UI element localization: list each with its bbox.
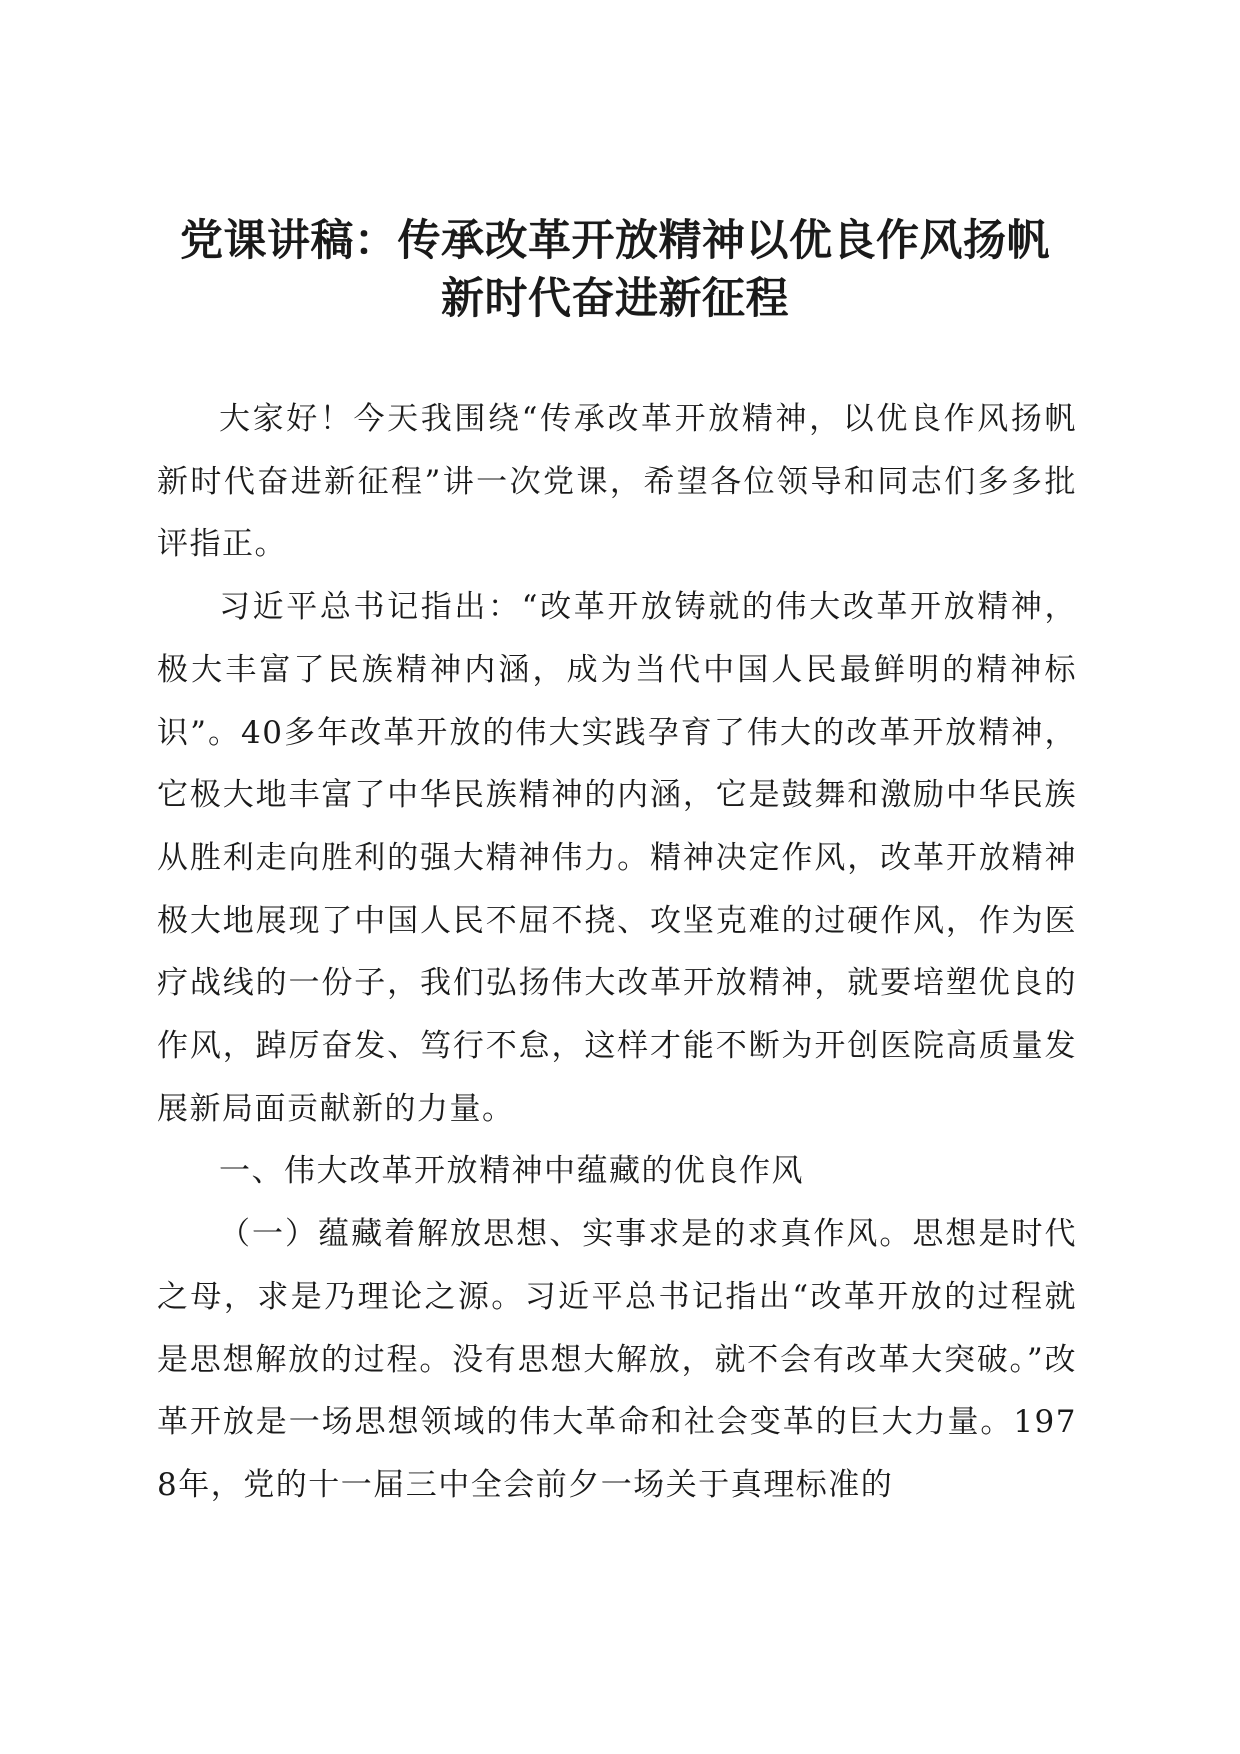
paragraph-quote: 习近平总书记指出：“改革开放铸就的伟大改革开放精神，极大丰富了民族精神内涵，成为当代中国人民最鲜明的精神标识”。40多年改革开放的伟大实践孕育了伟大的改革开放精神，它极大地丰富了中华民族精神的内涵，它是鼓舞和激励中华民族从胜利走向胜利的强大精神伟力。精神决定作风，改革开放精神极大地展现了中国人民不屈不挠、攻坚克难的过硬作风，作为医疗战线的一份子，我们弘扬伟大改革开放精神，就要培塑优良的作风，踔厉奋发、笃行不怠，这样才能不断为开创医院高质量发展新局面贡献新的力量。 xyxy=(157,589,1077,1127)
document-title xyxy=(150,212,1080,328)
paragraph-greeting: 大家好！今天我围绕“传承改革开放精神，以优良作风扬帆新时代奋进新征程”讲一次党课，希望各位领导和同志们多多批评指正。 xyxy=(157,401,1077,563)
title-line-1: 党课讲稿：传承改革开放精神以优良作风扬帆 xyxy=(180,216,1050,266)
title-line-2: 新时代奋进新征程 xyxy=(441,274,789,324)
section-heading: 一、伟大改革开放精神中蕴藏的优良作风 xyxy=(219,1153,804,1190)
paragraph-subsection-1: （一）蕴藏着解放思想、实事求是的求真作风。思想是时代之母，求是乃理论之源。习近平总书记指出“改革开放的过程就是思想解放的过程。没有思想大解放，就不会有改革大突破。”改革开放是一场思想领域的伟大革命和社会变革的巨大力量。1978年，党的十一届三中全会前夕一场关于真理标准的 xyxy=(157,1216,1077,1503)
document-body xyxy=(157,388,1077,1517)
